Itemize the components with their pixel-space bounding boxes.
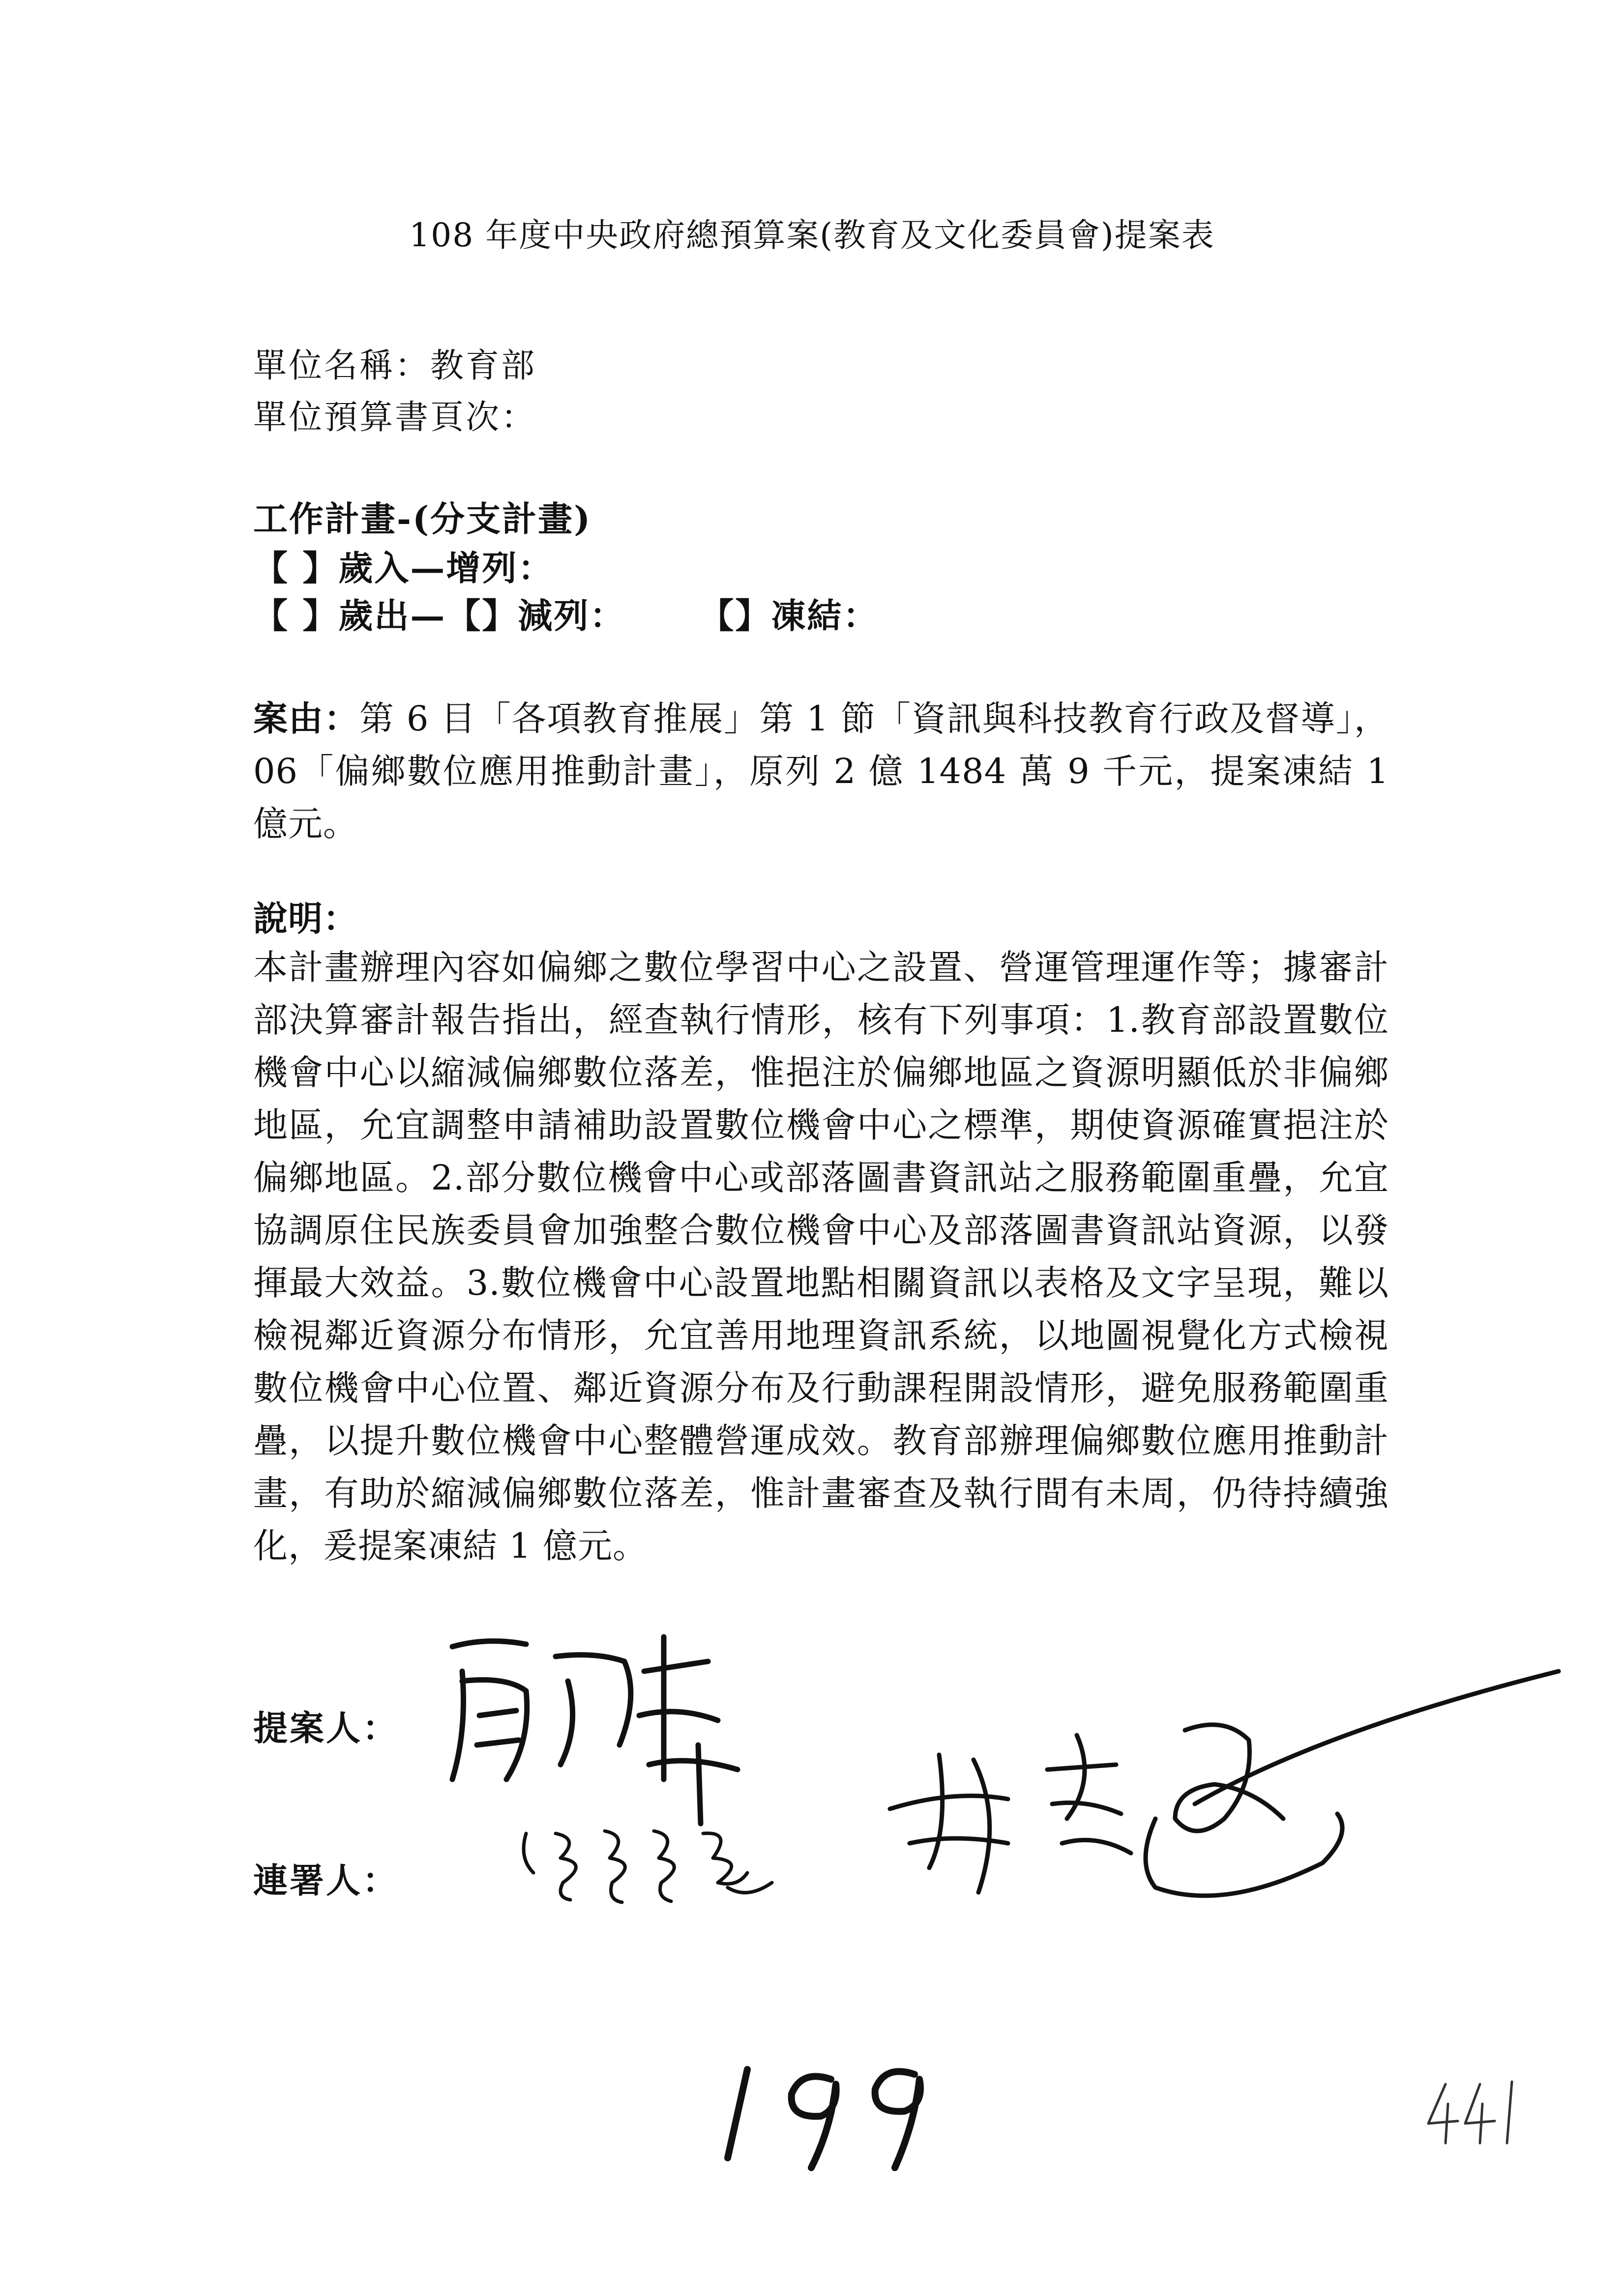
explanation-label: 說明： xyxy=(253,898,358,939)
proposer-label: 提案人： xyxy=(253,1708,399,1748)
document-title: 108 年度中央政府總預算案(教育及文化委員會)提案表 xyxy=(409,216,1215,254)
unit-name: 單位名稱：教育部 xyxy=(253,347,537,385)
expense-freeze-item: 【】凍結： xyxy=(699,595,879,636)
revenue-line: 【 】歲入—增列： xyxy=(253,548,554,588)
unit-budget-page: 單位預算書頁次： xyxy=(253,398,537,437)
expense-line xyxy=(253,588,879,638)
explanation-text: 本計畫辦理內容如偏鄉之數位學習中心之設置、營運管理運作等；據審計部決算審計報告指出，經查執行情形，核有下列事項：1.教育部設置數位機會中心以縮減偏鄉數位落差，惟挹注於偏鄉地區之資源明顯低於非偏鄉地區，允宜調整申請補助設置數位機會中心之標準，期使資源確實挹注於偏鄉地區。2.部分數位機會中心或部落圖書資訊站之服務範圍重疊，允宜協調原住民族委員會加強整合數位機會中心及部落圖書資訊站資源，以發揮最大效益。3.數位機會中心設置地點相關資訊以表格及文字呈現，難以檢視鄰近資源分布情形，允宜善用地理資訊系統，以地圖視覺化方式檢視數位機會中心位置、鄰近資源分布及行動課程開設情形，避免服務範圍重疊，以提升數位機會中心整體營運成效。教育部辦理偏鄉數位應用推動計畫，有助於縮減偏鄉數位落差，惟計畫審查及執行間有未周，仍待持續強化，爰提案凍結 1 億元。 xyxy=(253,947,1389,1566)
handwritten-page-number-image xyxy=(718,2050,944,2173)
cosigner-signature-small-image xyxy=(516,1814,792,1907)
cosigner-signature-large-image xyxy=(880,1657,1568,1932)
proposer-signature-image xyxy=(433,1617,806,1833)
reason-paragraph xyxy=(253,692,1389,850)
reason-label: 案由： xyxy=(253,698,359,739)
reason-text: 第 6 目「各項教育推展」第 1 節「資訊與科技教育行政及督導」，06「偏鄉數位應用推動計畫」，原列 2 億 1484 萬 9 千元，提案凍結 1 億元。 xyxy=(253,698,1389,844)
expense-reduce-item: 【 】歲出—【】減列： xyxy=(253,595,626,636)
cosigner-label: 連署人： xyxy=(253,1860,399,1901)
work-plan-heading: 工作計畫-(分支計畫) xyxy=(253,498,592,539)
handwritten-corner-number-image xyxy=(1421,2074,1519,2148)
